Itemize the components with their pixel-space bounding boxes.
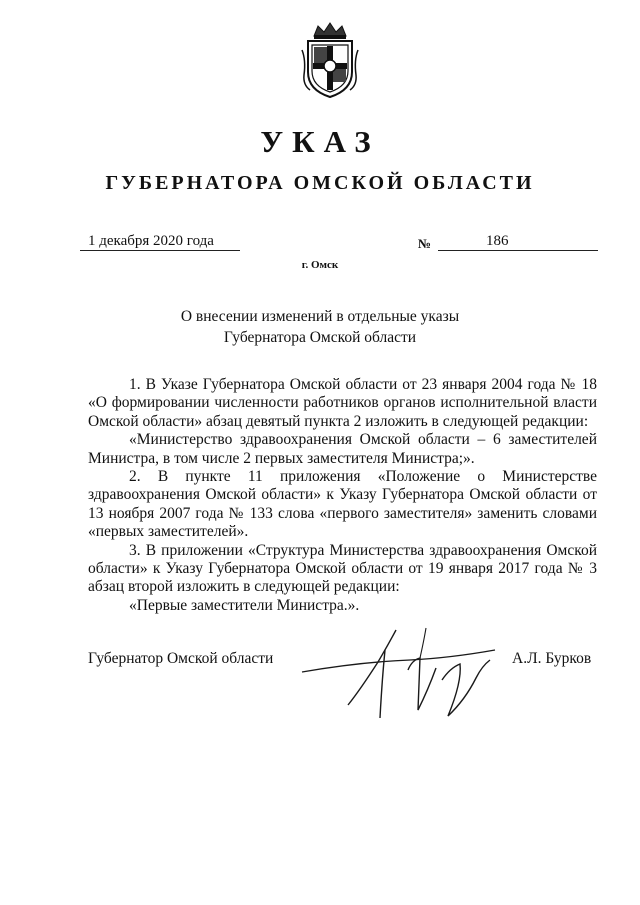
document-date: 1 декабря 2020 года bbox=[88, 233, 214, 249]
paragraph-4: 3. В приложении «Структура Министерства здравоохранения Омской области» к Указу Губернатора Омской области от 19 января 2017 года № 3 абзац второй изложить в следующей редакции: bbox=[88, 541, 597, 596]
document-title: УКАЗ bbox=[260, 124, 380, 159]
number-underline bbox=[438, 250, 598, 251]
paragraph-1: 1. В Указе Губернатора Омской области от 23 января 2004 года № 18 «О формировании численности работников органов исполнительной власти Омской области» абзац девятый пункта 2 изложить в следующей редакции: bbox=[88, 376, 597, 430]
document-subtitle: ГУБЕРНАТОРА ОМСКОЙ ОБЛАСТИ bbox=[105, 172, 535, 194]
document-subject bbox=[0, 306, 640, 348]
document-body bbox=[88, 376, 597, 615]
number-label: № bbox=[418, 236, 432, 251]
date-underline bbox=[80, 250, 240, 251]
subject-line-1: О внесении изменений в отдельные указы bbox=[180, 308, 460, 325]
signatory-name: А.Л. Бурков bbox=[512, 650, 592, 667]
paragraph-3: 2. В пункте 11 приложения «Положение о Министерстве здравоохранения Омской области» к Указу Губернатора Омской области от 13 ноября 2007 года № 133 слова «первого заместителя» заменить словами «первых заместителей». bbox=[88, 468, 597, 541]
paragraph-5: «Первые заместители Министра.». bbox=[129, 596, 360, 614]
signatory-title: Губернатор Омской области bbox=[88, 650, 274, 667]
coat-of-arms-icon bbox=[300, 20, 360, 100]
document-number: 186 bbox=[486, 233, 509, 249]
paragraph-2: «Министерство здравоохранения Омской области – 6 заместителей Министра, в том числе 2 первых заместителя Министра;». bbox=[88, 431, 597, 467]
subject-line-2: Губернатора Омской области bbox=[223, 329, 417, 346]
handwritten-signature-icon bbox=[300, 620, 500, 730]
document-city: г. Омск bbox=[301, 259, 339, 271]
